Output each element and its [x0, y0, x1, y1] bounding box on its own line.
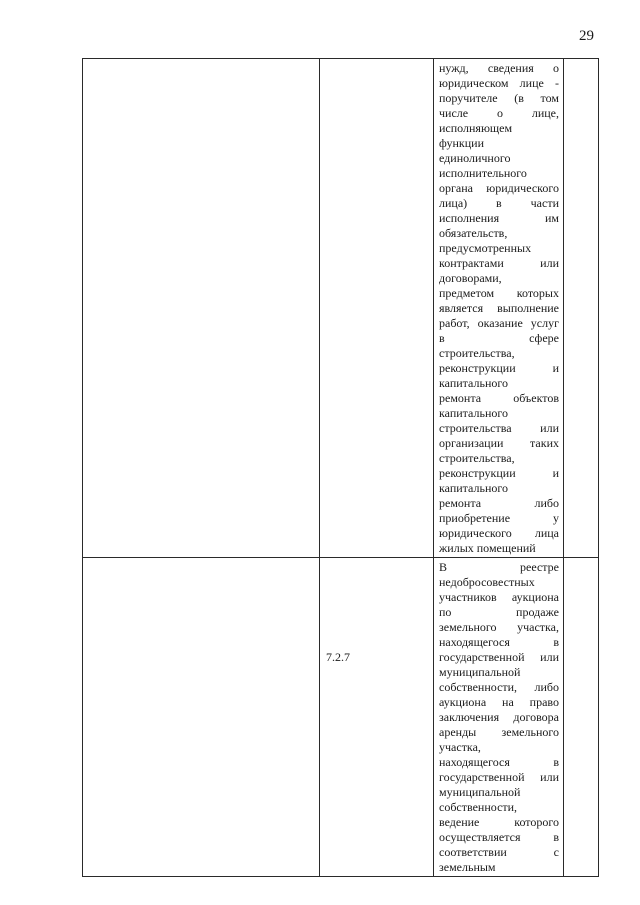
text-line: собственности, либо — [439, 680, 559, 694]
text-line: исполняющем — [439, 121, 513, 135]
description-text — [434, 558, 563, 876]
text-line: реконструкции и — [439, 361, 559, 375]
text-line: участка, — [439, 740, 481, 754]
text-line: ремонта либо — [439, 496, 559, 510]
text-line: строительства, — [439, 451, 515, 465]
text-line: предусмотренных — [439, 241, 532, 255]
text-line: государственной или — [439, 650, 559, 664]
table-cell-empty — [564, 59, 599, 558]
text-line: жилых помещений — [439, 541, 536, 555]
text-line: В реестре — [439, 560, 559, 574]
text-line: юридического лица — [439, 526, 559, 540]
text-line: исполнительного — [439, 166, 527, 180]
text-line: ведение которого — [439, 815, 559, 829]
text-line: по продаже — [439, 605, 559, 619]
text-line: находящегося в — [439, 635, 559, 649]
text-line: является выполнение — [439, 301, 559, 315]
text-line: ремонта объектов — [439, 391, 559, 405]
text-line: юридическом лице - — [439, 76, 559, 90]
table-cell-code — [320, 558, 434, 877]
text-line: организации таких — [439, 436, 559, 450]
registry-table — [82, 58, 599, 877]
text-line: работ, оказание услуг — [439, 316, 559, 330]
page-number: 29 — [579, 28, 594, 44]
description-text — [434, 59, 563, 557]
table-cell-description — [434, 558, 564, 877]
text-line: собственности, — [439, 800, 518, 814]
text-line: реконструкции и — [439, 466, 559, 480]
text-line: органа юридического — [439, 181, 559, 195]
text-line: аукциона на право — [439, 695, 559, 709]
text-line: капитального — [439, 406, 508, 420]
table-cell-empty — [564, 558, 599, 877]
text-line: находящегося в — [439, 755, 559, 769]
text-line: поручителе (в том — [439, 91, 559, 105]
table-row — [83, 59, 599, 558]
text-line: нужд, сведения о — [439, 61, 559, 75]
text-line: единоличного — [439, 151, 511, 165]
text-line: соответствии с — [439, 845, 559, 859]
text-line: строительства, — [439, 346, 515, 360]
item-code: 7.2.7 — [326, 650, 350, 664]
text-line: осуществляется в — [439, 830, 559, 844]
text-line: недобросовестных — [439, 575, 535, 589]
text-line: строительства или — [439, 421, 559, 435]
text-line: капитального — [439, 376, 508, 390]
text-line: исполнения им — [439, 211, 559, 225]
text-line: государственной или — [439, 770, 559, 784]
text-line: участников аукциона — [439, 590, 559, 604]
text-line: лица) в части — [439, 196, 559, 210]
table-cell-empty — [83, 59, 320, 558]
table-row — [83, 558, 599, 877]
text-line: контрактами или — [439, 256, 559, 270]
text-line: муниципальной — [439, 665, 521, 679]
text-line: аренды земельного — [439, 725, 559, 739]
text-line: договорами, — [439, 271, 502, 285]
text-line: земельным — [439, 860, 496, 874]
text-line: в сфере — [439, 331, 559, 345]
text-line: капитального — [439, 481, 508, 495]
text-line: числе о лице, — [439, 106, 559, 120]
text-line: предметом которых — [439, 286, 559, 300]
text-line: функции — [439, 136, 484, 150]
text-line: земельного участка, — [439, 620, 559, 634]
text-line: обязательств, — [439, 226, 508, 240]
text-line: приобретение у — [439, 511, 559, 525]
table-cell-empty — [83, 558, 320, 877]
text-line: муниципальной — [439, 785, 521, 799]
table-cell-code — [320, 59, 434, 558]
text-line: заключения договора — [439, 710, 559, 724]
table-cell-description — [434, 59, 564, 558]
